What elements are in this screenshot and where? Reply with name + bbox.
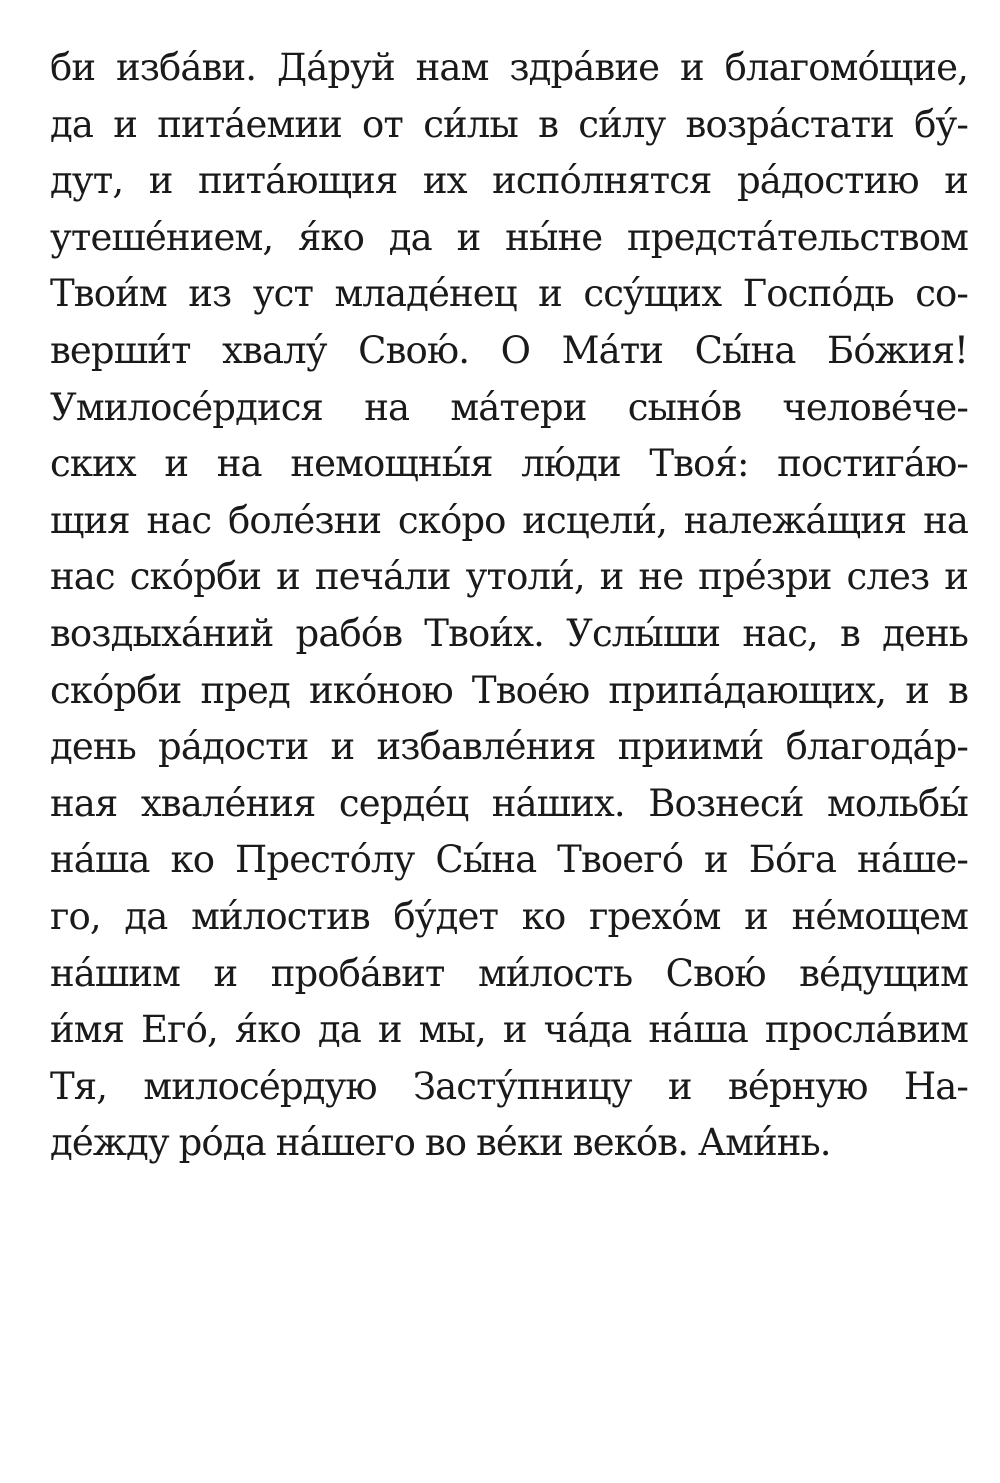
text-line: воздыха́ний рабо́в Твои́х. Услы́ши нас, в день	[50, 611, 968, 655]
text-line: щия нас боле́зни ско́ро исцели́, належа́щия на	[50, 498, 968, 542]
text-line: дут, и пита́ющия их испо́лнятся ра́достию и	[50, 159, 968, 203]
text-line: Твои́м из уст младе́нец и ссу́щих Госпо́дь со-	[50, 272, 968, 316]
text-line: го, да ми́лостив бу́дет ко грехо́м и не́мощем	[50, 894, 968, 938]
text-line: нас ско́рби и печа́ли утоли́, и не пре́зри слез и	[50, 555, 968, 599]
text-line: ско́рби пред ико́ною Твое́ю припа́дающих, и в	[50, 668, 968, 712]
text-line: день ра́дости и избавле́ния приими́ благода́р-	[50, 725, 968, 769]
text-line: ских и на немощны́я лю́ди Твоя́: постига́ю-	[50, 442, 968, 486]
text-line: верши́т хвалу́ Свою́. О Ма́ти Сы́на Бо́жия!	[50, 328, 968, 372]
text-line: на́шим и проба́вит ми́лость Свою́ ве́дущим	[50, 951, 968, 995]
text-line: ная хвале́ния серде́ц на́ших. Вознеси́ мольбы́	[50, 781, 968, 825]
text-line: на́ша ко Престо́лу Сы́на Твоего́ и Бо́га на́ше-	[50, 838, 968, 882]
prayer-text	[50, 40, 968, 1172]
text-line-last: де́жду ро́да на́шего во ве́ки веко́в. Ами́нь.	[50, 1121, 831, 1165]
text-line: утеше́нием, я́ко да и ны́не предста́тельством	[50, 215, 968, 259]
text-line: би изба́ви. Да́руй нам здра́вие и благомо́щие,	[50, 46, 968, 89]
text-line: Тя, милосе́рдую Засту́пницу и ве́рную На-	[50, 1064, 968, 1108]
text-line: Умилосе́рдися на ма́тери сыно́в челове́че-	[50, 385, 968, 429]
text-line: и́мя Его́, я́ко да и мы, и ча́да на́ша просла́вим	[50, 1008, 968, 1052]
text-line: да и пита́емии от си́лы в си́лу возра́стати бу́-	[50, 102, 968, 146]
